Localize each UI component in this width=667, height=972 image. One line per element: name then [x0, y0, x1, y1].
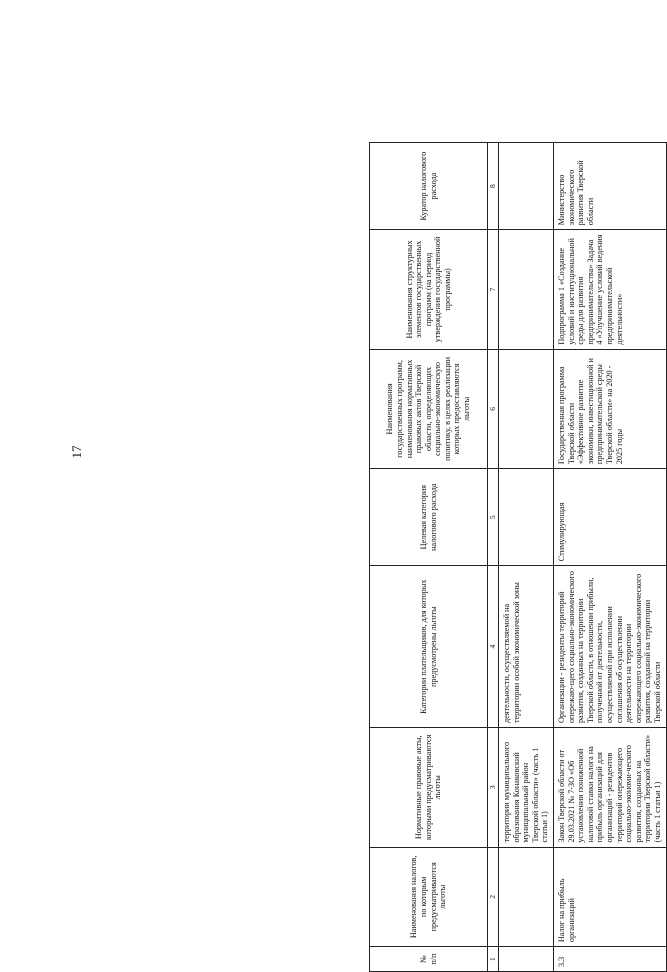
header-target-category: Целевая категория налогового расхода [370, 469, 488, 566]
cell-structural-elements: Подпрограмма 1 «Создание условий и институциональной среды для развития предпринимательства» Задача 4 «Улучшение условий ведения предпринимательской деятельности» [553, 230, 666, 349]
header-state-programs: Наименования государственных программ, наименования нормативных правовых актов Тверской области, определяющих социально-экономическую политику, в целях реализации которых предоставляются льготы [370, 349, 488, 468]
cell-curator: Министерство экономического развития Тверской области [553, 143, 666, 230]
rotated-table-wrapper [369, 142, 662, 972]
cell-legal-acts: Закон Тверской области от 29.03.2021 № 7-ЗО «Об установлении пониженной налоговой ставки налога на прибыль организаций для организаций - резидентов территорий опережающего социально-экономи-ческого развития, созданных на территории Тверской области» (часть 1 статьи 1) [553, 728, 666, 847]
page-number: 17 [69, 445, 84, 459]
column-number: 1 [488, 947, 499, 972]
cell-structural-elements [499, 230, 554, 349]
continuation-row [499, 143, 554, 972]
header-tax-name: Наименования налогов, по которым предусматриваются льготы [370, 847, 488, 947]
header-legal-acts: Нормативные правовые акты, которыми предусматриваются льготы [370, 728, 488, 847]
column-number: 4 [488, 566, 499, 728]
cell-legal-acts: территории муниципального образования Конаковский муниципальный район Тверской области» (часть 1 статьи 1) [499, 728, 554, 847]
header-curator: Куратор налогового расхода [370, 143, 488, 230]
cell-tax-name [499, 847, 554, 947]
cell-state-programs [499, 349, 554, 468]
column-number: 7 [488, 230, 499, 349]
table-row [553, 143, 666, 972]
cell-number [499, 947, 554, 972]
tax-expenditure-table [369, 142, 667, 972]
cell-target-category: Стимулирующая [553, 469, 666, 566]
cell-curator [499, 143, 554, 230]
cell-number: 3.3 [553, 947, 666, 972]
cell-payer-categories: Организации - резиденты территорий опережаю-щего социально-экономического развития, созданных на территории Тверской области, в отношении прибыли, полученной от деятельности, осуществляемой при исполнении соглашения об осуществлении деятельности на территории опережающего социально-экономического развития, созданной на территории Тверской области [553, 566, 666, 728]
column-number: 6 [488, 349, 499, 468]
header-payer-categories: Категории плательщиков, для которых предусмотрены льготы [370, 566, 488, 728]
header-number: № п/п [370, 947, 488, 972]
header-structural-elements: Наименования структурных элементов государственных программ (на период утверждения государственной программы) [370, 230, 488, 349]
header-row [370, 143, 488, 972]
cell-payer-categories: деятельности, осуществляемой на территории особой экономической зоны [499, 566, 554, 728]
cell-target-category [499, 469, 554, 566]
column-number: 8 [488, 143, 499, 230]
column-number: 3 [488, 728, 499, 847]
column-number-row [488, 143, 499, 972]
cell-tax-name: Налог на прибыль организаций [553, 847, 666, 947]
column-number: 5 [488, 469, 499, 566]
cell-state-programs: Государственная программа Тверской области «Эффективное развитие экономики, инвестиционной и предпринимательской среды Тверской области» на 2020 - 2025 годы [553, 349, 666, 468]
column-number: 2 [488, 847, 499, 947]
